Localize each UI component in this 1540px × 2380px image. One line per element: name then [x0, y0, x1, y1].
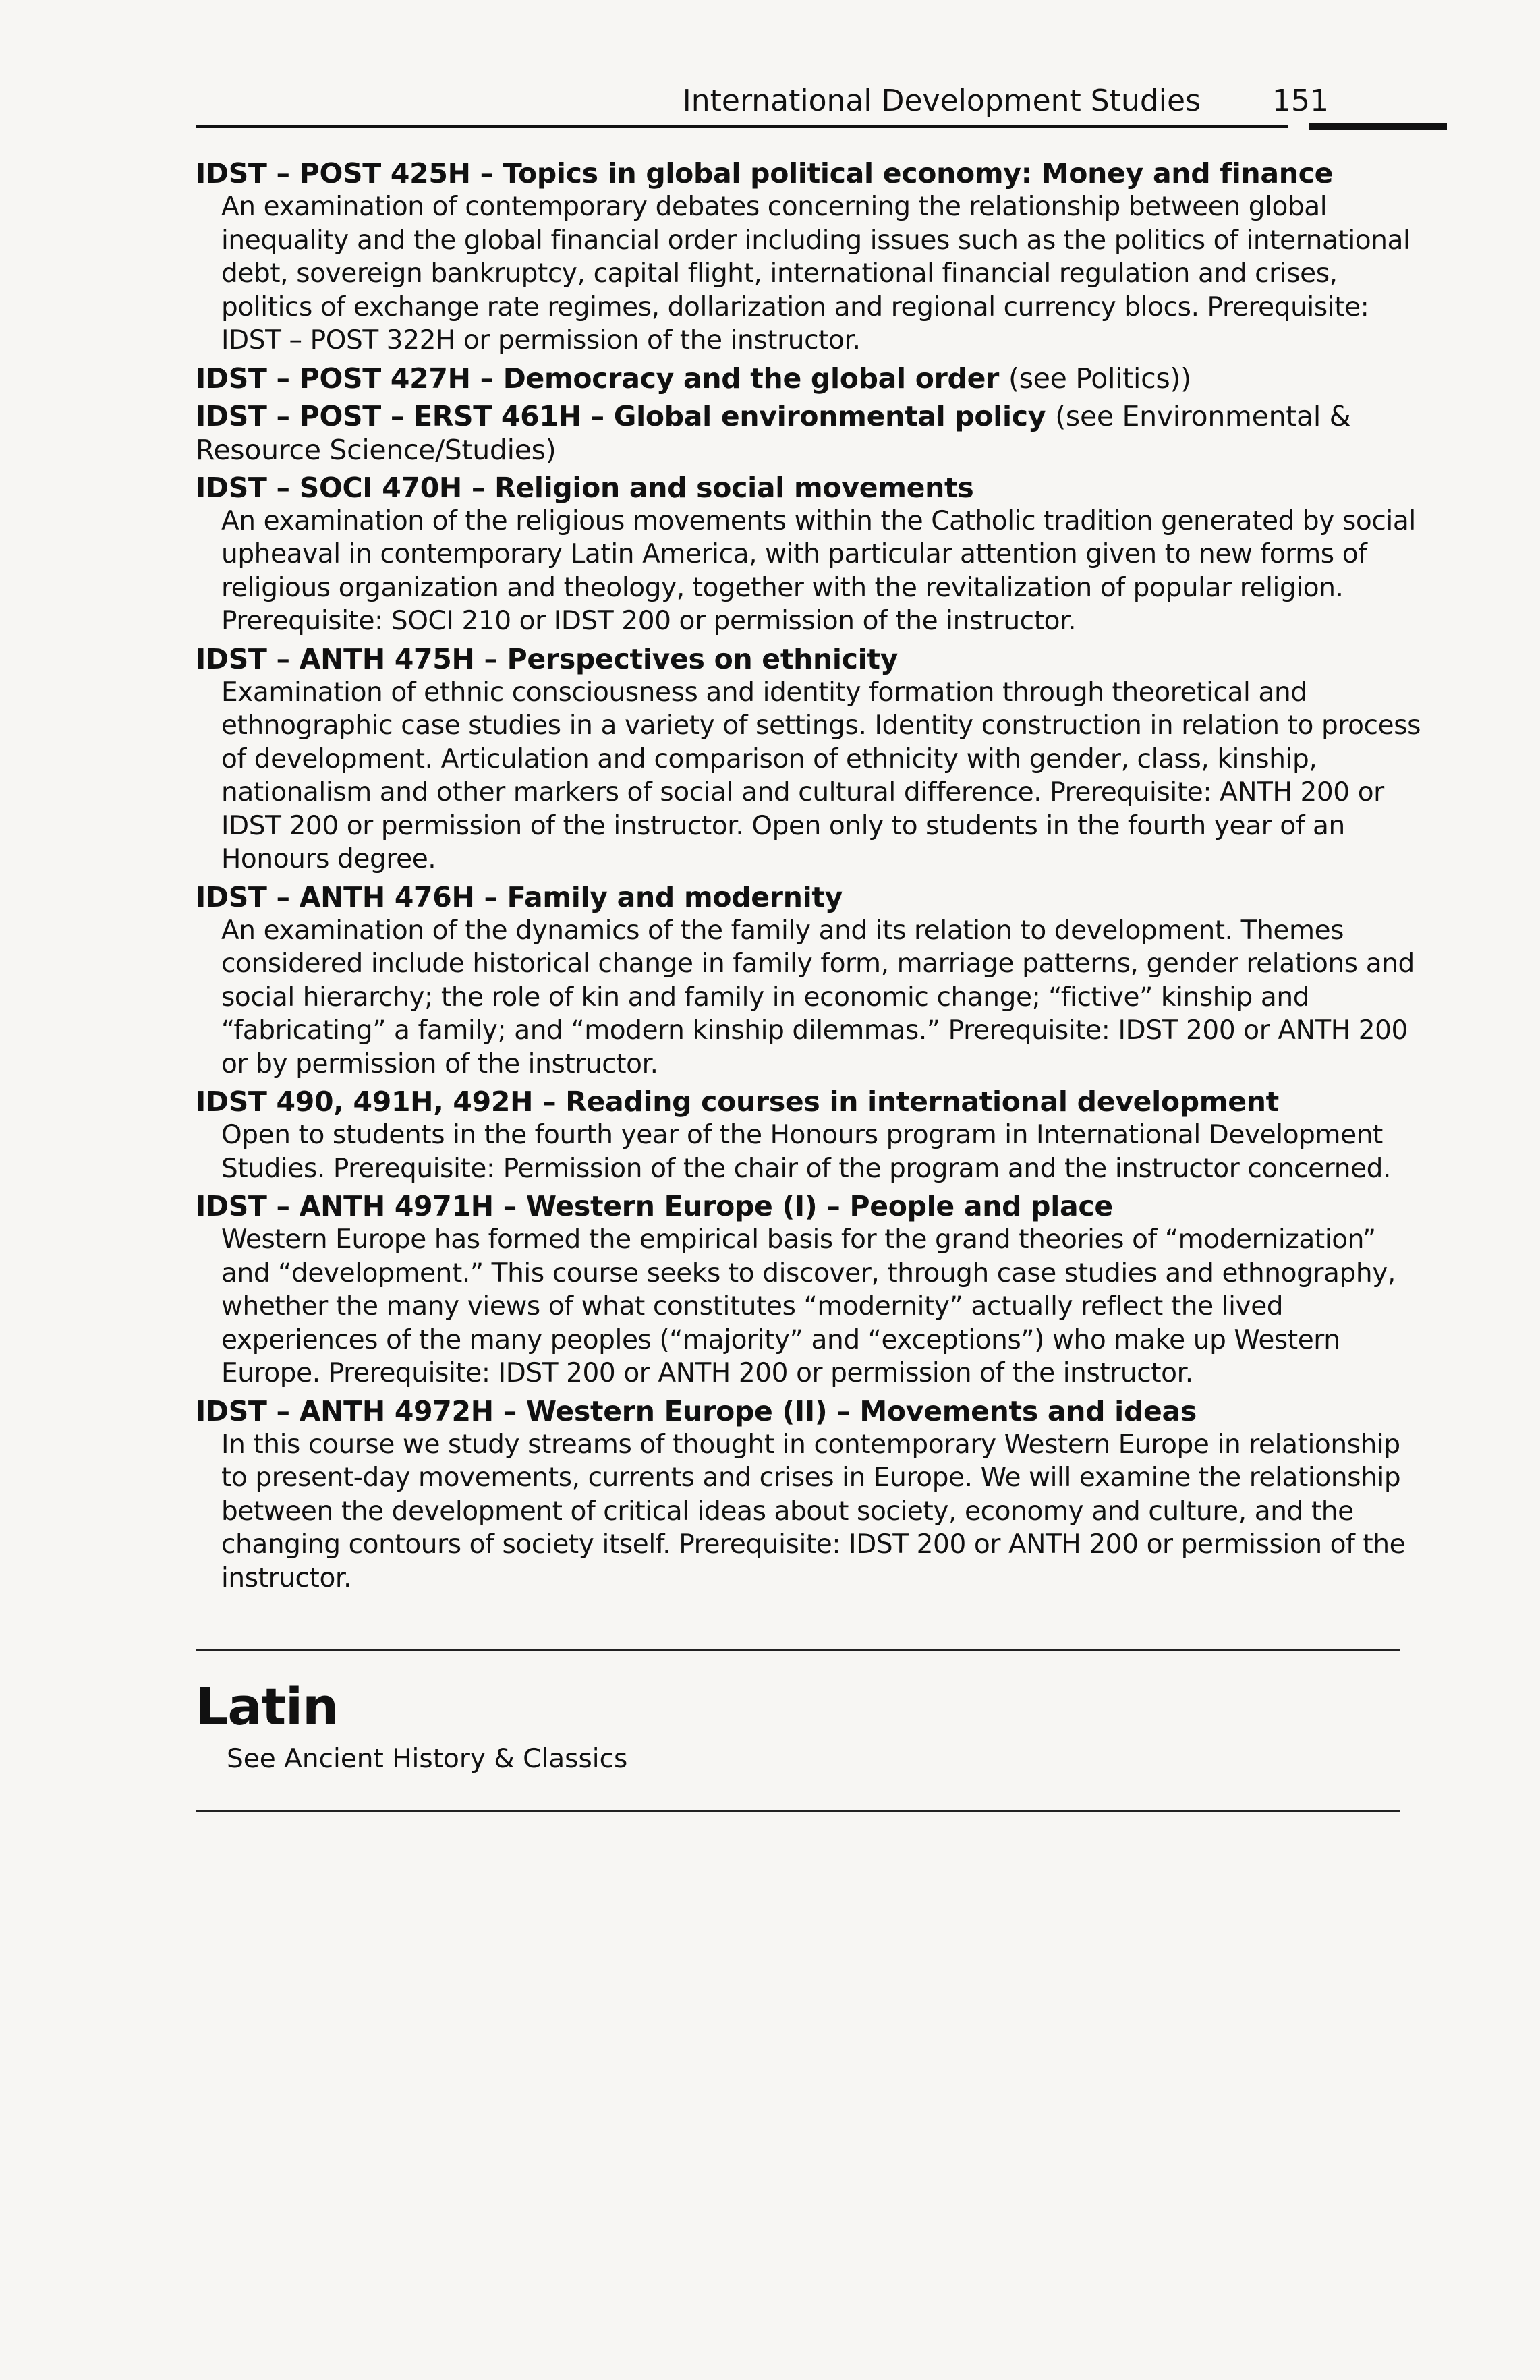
running-title: International Development Studies — [682, 84, 1201, 118]
course-title — [196, 1394, 1430, 1428]
course-title-text: IDST – ANTH 476H – Family and modernity — [196, 880, 843, 913]
course-entry — [196, 642, 1430, 876]
header-tab — [1309, 123, 1447, 130]
course-description: An examination of the religious movements within the Catholic tradition generated by social upheaval in contemporary Latin America, with particular attention given to new forms of religious organization and theology, together with the revitalization of popular religion. Prerequisite: SOCI 210 or IDST 200 or permission of the instructor. — [221, 505, 1416, 636]
course-entry — [196, 471, 1430, 638]
course-title-text: IDST – SOCI 470H – Religion and social movements — [196, 471, 974, 504]
section-divider-bottom — [196, 1810, 1400, 1812]
course-entry — [196, 880, 1430, 1081]
course-entry — [196, 1085, 1430, 1185]
course-title-text: IDST – ANTH 475H – Perspectives on ethnicity — [196, 642, 899, 675]
course-title — [196, 1189, 1430, 1223]
course-title — [196, 157, 1430, 190]
header-rule — [196, 125, 1288, 128]
course-description: An examination of contemporary debates concerning the relationship between global inequality and the global financial order including issues such as the politics of international debt, sovereign bankruptcy, capital flight, international financial regulation and crises, politics of exchange rate regimes, dollarization and regional currency blocs. Prerequisite: IDST – POST 322H or permission of the instructor. — [221, 192, 1410, 356]
course-list — [196, 157, 1430, 1599]
course-title — [196, 471, 1430, 505]
course-title — [196, 1085, 1430, 1118]
course-entry — [196, 1189, 1430, 1390]
page-number: 151 — [1272, 84, 1329, 118]
course-description: In this course we study streams of thought in contemporary Western Europe in relationship to present-day movements, currents and crises in Europe. We will examine the relationship between the development of critical ideas about society, economy and culture, and the changing contours of society itself. Prerequisite: IDST 200 or ANTH 200 or permission of the instructor. — [221, 1429, 1406, 1593]
course-entry — [196, 399, 1430, 467]
course-description: Open to students in the fourth year of the Honours program in International Development Studies. Prerequisite: Permission of the chair of the program and the instructor concerned. — [221, 1120, 1392, 1184]
course-title-text: IDST – ANTH 4971H – Western Europe (I) – People and place — [196, 1190, 1113, 1222]
see-reference: (see Environmental & Resource Science/Studies) — [196, 399, 1351, 466]
course-title — [196, 399, 1430, 467]
course-title-text: IDST – POST 425H – Topics in global political economy: Money and finance — [196, 157, 1334, 190]
section-title: Latin — [196, 1676, 339, 1736]
course-title — [196, 642, 1430, 676]
course-title-text: IDST – ANTH 4972H – Western Europe (II) – Movements and ideas — [196, 1394, 1197, 1427]
course-description: Western Europe has formed the empirical basis for the grand theories of “modernization” and “development.” This course seeks to discover, through case studies and ethnography, whether the many views of what constitutes “modernity” actually reflect the lived experiences of the many peoples (“majority” and “exceptions”) who make up Western Europe. Prerequisite: IDST 200 or ANTH 200 or permission of the instructor. — [221, 1224, 1396, 1388]
course-title-text: IDST 490, 491H, 492H – Reading courses in international development — [196, 1085, 1279, 1118]
section-divider-top — [196, 1649, 1400, 1651]
see-reference: (see Politics)) — [1008, 362, 1191, 395]
course-title — [196, 880, 1430, 914]
course-title-text: IDST – POST 427H – Democracy and the global order — [196, 362, 999, 395]
course-entry — [196, 157, 1430, 358]
course-entry — [196, 1394, 1430, 1595]
section-see-reference: See Ancient History & Classics — [227, 1744, 628, 1774]
course-entry — [196, 362, 1430, 395]
running-header — [196, 74, 1410, 128]
course-title — [196, 362, 1430, 395]
course-title-text: IDST – POST – ERST 461H – Global environmental policy — [196, 399, 1046, 432]
course-description: Examination of ethnic consciousness and identity formation through theoretical and ethnographic case studies in a variety of settings. Identity construction in relation to process of development. Articulation and comparison of ethnicity with gender, class, kinship, nationalism and other markers of social and cultural difference. Prerequisite: ANTH 200 or IDST 200 or permission of the instructor. Open only to students in the fourth year of an Honours degree. — [221, 677, 1421, 874]
course-description: An examination of the dynamics of the family and its relation to development. Themes considered include historical change in family form, marriage patterns, gender relations and social hierarchy; the role of kin and family in economic change; “fictive” kinship and “fabricating” a family; and “modern kinship dilemmas.” Prerequisite: IDST 200 or ANTH 200 or by permission of the instructor. — [221, 915, 1415, 1079]
